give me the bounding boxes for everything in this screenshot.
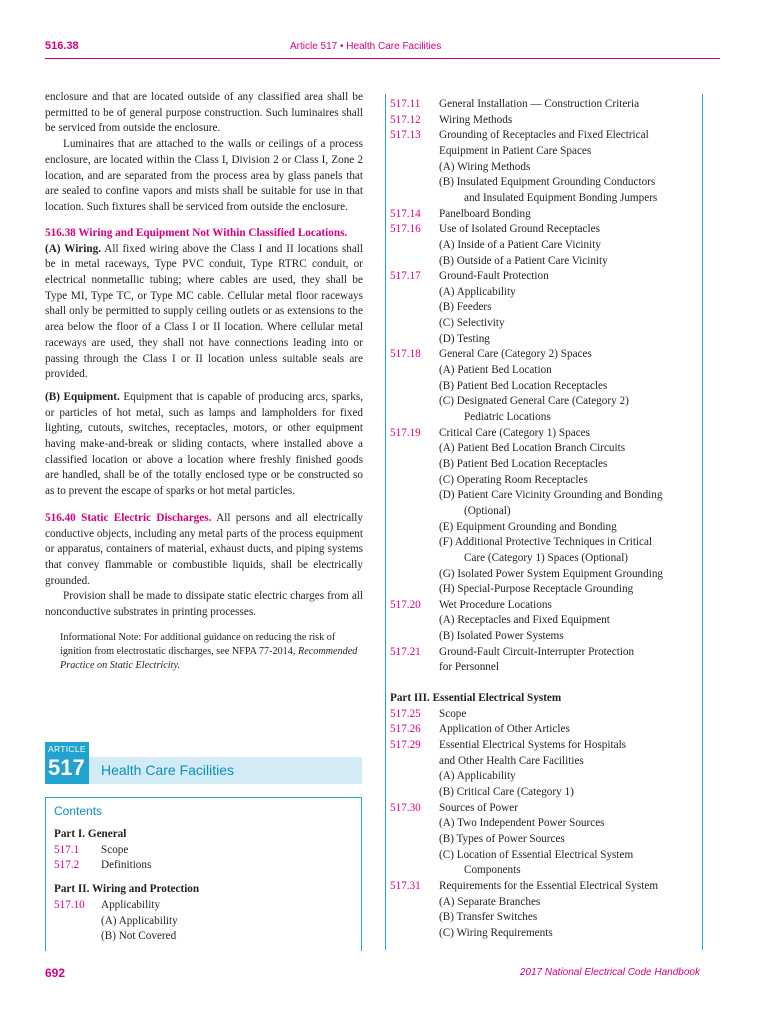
toc-part-title: Part I. General: [54, 828, 127, 840]
toc-entry-title: (A) Two Independent Power Sources: [439, 817, 605, 830]
toc-entry-title: Critical Care (Category 1) Spaces: [439, 426, 590, 439]
contents-heading: Contents: [54, 804, 103, 818]
toc-entry-title: (B) Types of Power Sources: [439, 832, 565, 845]
toc-entry-title: Essential Electrical Systems for Hospitals: [439, 739, 627, 751]
section-heading-516-40: 516.40 Static Electric Discharges.: [45, 511, 212, 524]
toc-entry-title: Scope: [101, 843, 129, 856]
toc-part-title: Part III. Essential Electrical System: [390, 692, 562, 705]
toc-entry-title: (A) Applicability: [439, 285, 516, 298]
toc-entry-title: (B) Feeders: [439, 301, 492, 314]
informational-note: [45, 631, 363, 674]
header-rule: [45, 58, 720, 59]
subsection-text-wiring: All fixed wiring above the Class I and II locations shall be in metal raceways, Type PVC conduit, Type RTRC conduit, or electrical nonmetallic tubing; where cables are used, they shall be Type MI, Type TC, or Type MC cable. Cellular metal floor raceways shall only be permitted to supply ceiling outlets or as extensions to the area below the floor of a Class I or II location. Where cellular metal raceways are used, they shall not have connections leading into or passing through the Class I or II location unless suitable seals are provided.: [45, 242, 364, 381]
toc-entry-title: (C) Wiring Requirements: [439, 926, 553, 939]
toc-section-number: 517.19: [390, 426, 421, 439]
toc-entry-title: (B) Patient Bed Location Receptacles: [439, 379, 608, 392]
article-label: ARTICLE: [48, 744, 86, 754]
toc-section-number: 517.1: [54, 843, 80, 856]
toc-section-number: 517.14: [390, 207, 421, 220]
toc-entry-title: (F) Additional Protective Techniques in Critical: [439, 536, 653, 549]
informational-note-text: Informational Note: For additional guidance on reducing the risk of ignition from electrostatic discharges, see NFPA 77-2014,: [60, 631, 336, 658]
toc-entry-title: Pediatric Locations: [464, 411, 551, 423]
toc-section-number: 517.12: [390, 113, 421, 126]
article-title: Health Care Facilities: [101, 762, 235, 778]
left-column: [45, 90, 363, 674]
column-rule-left: [385, 94, 386, 950]
toc-entry-title: (A) Receptacles and Fixed Equipment: [439, 614, 610, 627]
toc-entry-title: and Insulated Equipment Bonding Jumpers: [464, 191, 658, 204]
toc-entry-title: Panelboard Bonding: [439, 207, 531, 220]
article-number: 517: [48, 755, 85, 780]
subsection-label-equipment: (B) Equipment.: [45, 390, 120, 403]
toc-section-number: 517.25: [390, 707, 421, 720]
contents-box: [45, 797, 362, 951]
toc-entry-title: and Other Health Care Facilities: [439, 754, 584, 767]
toc-part-title: Part II. Wiring and Protection: [54, 883, 200, 896]
toc-entry-title: (A) Patient Bed Location Branch Circuits: [439, 442, 626, 455]
toc-section-number: 517.29: [390, 739, 421, 751]
toc-entry-title: (C) Selectivity: [439, 317, 505, 330]
toc-section-number: 517.18: [390, 348, 421, 361]
column-rule-right: [702, 94, 703, 950]
toc-entry-title: General Installation — Construction Criteria: [439, 98, 640, 110]
paragraph-dissipate-charges: Provision shall be made to dissipate static electric charges from all nonconductive substrates in printing processes.: [45, 590, 363, 619]
toc-section-number: 517.16: [390, 223, 421, 236]
toc-entry-title: Equipment in Patient Care Spaces: [439, 144, 592, 157]
toc-entry-title: (B) Patient Bed Location Receptacles: [439, 457, 608, 470]
toc-section-number: 517.30: [390, 801, 421, 814]
toc-section-number: 517.17: [390, 270, 421, 283]
toc-section-number: 517.13: [390, 129, 421, 142]
toc-entry-title: (A) Applicability: [439, 770, 516, 783]
toc-entry-title: (B) Critical Care (Category 1): [439, 785, 574, 798]
page-number: 692: [45, 966, 66, 980]
toc-entry-title: (C) Operating Room Receptacles: [439, 473, 588, 486]
toc-entry-title: Wet Procedure Locations: [439, 598, 552, 611]
toc-section-number: 517.2: [54, 859, 80, 872]
toc-entry-title: for Personnel: [439, 661, 499, 674]
toc-entry-title: (A) Inside of a Patient Care Vicinity: [439, 238, 601, 251]
toc-entry-title: Requirements for the Essential Electrical System: [439, 879, 659, 892]
section-heading-516-38: 516.38 Wiring and Equipment Not Within Classified Locations.: [45, 226, 348, 239]
subsection-text-equipment: Equipment that is capable of producing arcs, sparks, or particles of hot metal, such as lamps and lampholders for fixed lighting, cutouts, switches, receptacles, motors, or other equipment having make-and-break or sliding contacts, where installed above a classified location or above a location where freshly finished goods are handled, shall be of the totally enclosed type or be constructed so as to prevent the escape of sparks or hot metal particles.: [45, 390, 363, 498]
toc-entry-title: (E) Equipment Grounding and Bonding: [439, 520, 617, 533]
toc-entry-title: (D) Testing: [439, 332, 490, 345]
toc-entry-title: Wiring Methods: [439, 113, 513, 126]
toc-entry-title: (A) Patient Bed Location: [439, 364, 552, 377]
toc-entry-title: Ground-Fault Protection: [439, 270, 549, 283]
toc-entry-title: (Optional): [464, 504, 511, 517]
toc-entry-title: (B) Insulated Equipment Grounding Conductors: [439, 176, 656, 189]
article-tab: [45, 742, 89, 784]
informational-note-title: Recommended Practice on Static Electricity.: [60, 646, 358, 672]
toc-entry-title: Components: [464, 864, 521, 877]
toc-entry-title: Grounding of Receptacles and Fixed Electrical: [439, 129, 649, 142]
toc-entry-title: (H) Special-Purpose Receptacle Grounding: [439, 583, 634, 596]
section-516-40: [45, 511, 363, 590]
toc-entry-title: Applicability: [101, 898, 161, 911]
toc-entry-title: Ground-Fault Circuit-Interrupter Protection: [439, 645, 635, 658]
toc-entry-title: Sources of Power: [439, 801, 518, 814]
toc-entry-title: Application of Other Articles: [439, 723, 570, 736]
toc-entry-title: General Care (Category 2) Spaces: [439, 348, 592, 361]
subsection-label-wiring: (A) Wiring.: [45, 242, 101, 255]
toc-entry-title: (B) Transfer Switches: [439, 911, 538, 924]
footer-book-title: 2017 National Electrical Code Handbook: [519, 967, 700, 978]
toc-section-number: 517.11: [390, 98, 421, 110]
toc-entry-title: (D) Patient Care Vicinity Grounding and Bonding: [439, 489, 663, 502]
toc-section-number: 517.10: [54, 898, 85, 911]
paragraph-continued: enclosure and that are located outside of any classified area shall be permitted to be of general purpose construction. Such luminaires shall be serviced from outside the enclosure.: [45, 91, 363, 135]
toc-entry-title: Care (Category 1) Spaces (Optional): [464, 551, 629, 564]
toc-entry-title: Use of Isolated Ground Receptacles: [439, 223, 600, 236]
running-head: [45, 38, 720, 56]
running-head-article: Article 517 • Health Care Facilities: [290, 41, 442, 52]
running-head-section: 516.38: [45, 40, 79, 52]
toc-section-number: 517.20: [390, 598, 421, 611]
subsection-wiring: [45, 242, 363, 383]
toc-entry-title: (B) Not Covered: [101, 930, 177, 943]
toc-section-number: 517.26: [390, 723, 421, 736]
section-text-516-40: All persons and all electrically conductive objects, including any metal parts of the process equipment or apparatus, containers of material, exhaust ducts, and piping systems that convey flammable or combustible liquids, shall be electrically grounded.: [45, 511, 364, 587]
toc-section-number: 517.31: [390, 879, 421, 892]
toc-entry-title: (A) Applicability: [101, 914, 178, 927]
toc-entry-title: (A) Wiring Methods: [439, 160, 531, 173]
paragraph-luminaires: Luminaires that are attached to the walls or ceilings of a process enclosure, are located within the Class I, Division 2 or Class I, Zone 2 location, and are separated from the process area by glass panels that are sealed to confine vapors and mists shall be suitable for use in that location. Such fixtures shall be serviced from outside the enclosure.: [45, 138, 363, 213]
toc-entry-title: Scope: [439, 707, 467, 720]
toc-entry-title: (B) Outside of a Patient Care Vicinity: [439, 254, 608, 267]
article-title-band: [89, 757, 362, 784]
subsection-equipment: [45, 390, 363, 500]
toc-section-number: 517.21: [390, 645, 421, 658]
toc-entry-title: (B) Isolated Power Systems: [439, 630, 564, 643]
toc-entry-title: (C) Location of Essential Electrical System: [439, 848, 634, 861]
toc-entry-title: (G) Isolated Power System Equipment Grounding: [439, 567, 664, 580]
toc-entry-title: (A) Separate Branches: [439, 895, 541, 908]
toc-entry-title: (C) Designated General Care (Category 2): [439, 395, 629, 408]
toc-entry-title: Definitions: [101, 859, 152, 872]
